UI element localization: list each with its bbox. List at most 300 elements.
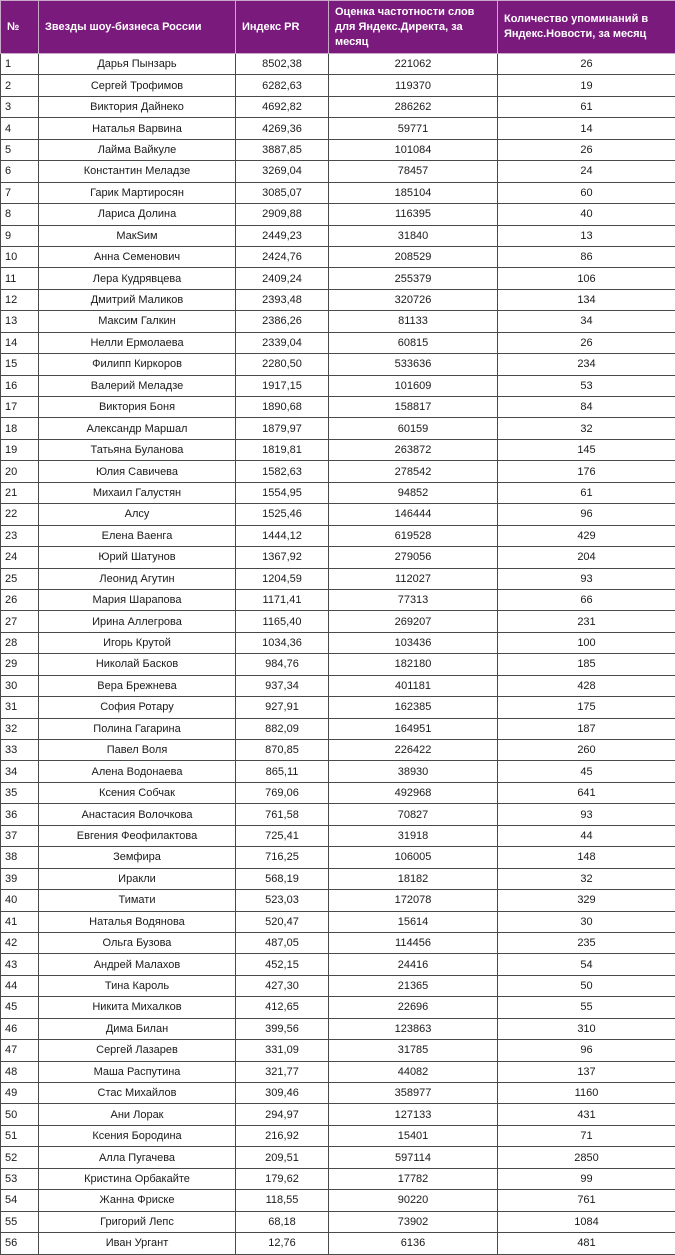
cell-celebrity-name: Дмитрий Маликов bbox=[39, 289, 236, 310]
cell-pr-index: 321,77 bbox=[236, 1061, 329, 1082]
cell-number: 7 bbox=[1, 182, 39, 203]
cell-news-mentions: 106 bbox=[498, 268, 675, 289]
cell-celebrity-name: Татьяна Буланова bbox=[39, 439, 236, 460]
cell-direct-frequency: 73902 bbox=[329, 1211, 498, 1232]
cell-number: 41 bbox=[1, 911, 39, 932]
cell-celebrity-name: Наталья Водянова bbox=[39, 911, 236, 932]
cell-pr-index: 3269,04 bbox=[236, 161, 329, 182]
cell-direct-frequency: 533636 bbox=[329, 354, 498, 375]
cell-number: 10 bbox=[1, 246, 39, 267]
cell-celebrity-name: Алсу bbox=[39, 504, 236, 525]
cell-celebrity-name: Максим Галкин bbox=[39, 311, 236, 332]
cell-pr-index: 520,47 bbox=[236, 911, 329, 932]
table-row bbox=[1, 1018, 675, 1039]
table-row bbox=[1, 75, 675, 96]
cell-pr-index: 725,41 bbox=[236, 825, 329, 846]
table-row bbox=[1, 868, 675, 889]
cell-news-mentions: 61 bbox=[498, 482, 675, 503]
cell-pr-index: 1917,15 bbox=[236, 375, 329, 396]
table-row bbox=[1, 289, 675, 310]
cell-number: 34 bbox=[1, 761, 39, 782]
cell-pr-index: 1165,40 bbox=[236, 611, 329, 632]
cell-direct-frequency: 597114 bbox=[329, 1147, 498, 1168]
cell-news-mentions: 428 bbox=[498, 675, 675, 696]
table-row bbox=[1, 547, 675, 568]
cell-news-mentions: 19 bbox=[498, 75, 675, 96]
cell-pr-index: 487,05 bbox=[236, 932, 329, 953]
table-row bbox=[1, 504, 675, 525]
table-row bbox=[1, 139, 675, 160]
cell-news-mentions: 24 bbox=[498, 161, 675, 182]
cell-number: 38 bbox=[1, 847, 39, 868]
cell-celebrity-name: Константин Меладзе bbox=[39, 161, 236, 182]
cell-pr-index: 2280,50 bbox=[236, 354, 329, 375]
cell-direct-frequency: 106005 bbox=[329, 847, 498, 868]
cell-direct-frequency: 185104 bbox=[329, 182, 498, 203]
cell-celebrity-name: Анастасия Волочкова bbox=[39, 804, 236, 825]
cell-celebrity-name: Маша Распутина bbox=[39, 1061, 236, 1082]
cell-direct-frequency: 6136 bbox=[329, 1233, 498, 1254]
cell-celebrity-name: Евгения Феофилактова bbox=[39, 825, 236, 846]
cell-news-mentions: 137 bbox=[498, 1061, 675, 1082]
cell-celebrity-name: Юрий Шатунов bbox=[39, 547, 236, 568]
cell-direct-frequency: 255379 bbox=[329, 268, 498, 289]
cell-celebrity-name: Игорь Крутой bbox=[39, 632, 236, 653]
cell-pr-index: 1879,97 bbox=[236, 418, 329, 439]
cell-pr-index: 2449,23 bbox=[236, 225, 329, 246]
cell-direct-frequency: 103436 bbox=[329, 632, 498, 653]
table-row bbox=[1, 890, 675, 911]
cell-celebrity-name: Сергей Лазарев bbox=[39, 1040, 236, 1061]
cell-news-mentions: 2850 bbox=[498, 1147, 675, 1168]
cell-news-mentions: 84 bbox=[498, 397, 675, 418]
cell-news-mentions: 45 bbox=[498, 761, 675, 782]
table-row bbox=[1, 1233, 675, 1254]
cell-celebrity-name: Дима Билан bbox=[39, 1018, 236, 1039]
cell-number: 31 bbox=[1, 697, 39, 718]
table-row bbox=[1, 761, 675, 782]
table-row bbox=[1, 718, 675, 739]
table-row bbox=[1, 54, 675, 75]
cell-number: 21 bbox=[1, 482, 39, 503]
cell-direct-frequency: 286262 bbox=[329, 96, 498, 117]
cell-news-mentions: 86 bbox=[498, 246, 675, 267]
cell-news-mentions: 641 bbox=[498, 782, 675, 803]
cell-pr-index: 412,65 bbox=[236, 997, 329, 1018]
cell-direct-frequency: 77313 bbox=[329, 589, 498, 610]
cell-news-mentions: 55 bbox=[498, 997, 675, 1018]
cell-pr-index: 1171,41 bbox=[236, 589, 329, 610]
cell-number: 56 bbox=[1, 1233, 39, 1254]
cell-direct-frequency: 127133 bbox=[329, 1104, 498, 1125]
table-row bbox=[1, 204, 675, 225]
cell-number: 42 bbox=[1, 932, 39, 953]
cell-celebrity-name: Никита Михалков bbox=[39, 997, 236, 1018]
cell-number: 53 bbox=[1, 1168, 39, 1189]
table-row bbox=[1, 161, 675, 182]
cell-direct-frequency: 123863 bbox=[329, 1018, 498, 1039]
cell-news-mentions: 71 bbox=[498, 1125, 675, 1146]
cell-pr-index: 1554,95 bbox=[236, 482, 329, 503]
cell-direct-frequency: 492968 bbox=[329, 782, 498, 803]
cell-celebrity-name: Тимати bbox=[39, 890, 236, 911]
cell-celebrity-name: Валерий Меладзе bbox=[39, 375, 236, 396]
cell-direct-frequency: 22696 bbox=[329, 997, 498, 1018]
cell-celebrity-name: Вера Брежнева bbox=[39, 675, 236, 696]
cell-number: 30 bbox=[1, 675, 39, 696]
table-row bbox=[1, 118, 675, 139]
cell-direct-frequency: 90220 bbox=[329, 1190, 498, 1211]
table-row bbox=[1, 1211, 675, 1232]
cell-direct-frequency: 278542 bbox=[329, 461, 498, 482]
cell-number: 22 bbox=[1, 504, 39, 525]
cell-celebrity-name: Григорий Лепс bbox=[39, 1211, 236, 1232]
cell-celebrity-name: Сергей Трофимов bbox=[39, 75, 236, 96]
header-celebrity-name: Звезды шоу-бизнеса России bbox=[39, 1, 236, 54]
cell-celebrity-name: Иракли bbox=[39, 868, 236, 889]
cell-direct-frequency: 619528 bbox=[329, 525, 498, 546]
cell-pr-index: 427,30 bbox=[236, 975, 329, 996]
cell-pr-index: 2424,76 bbox=[236, 246, 329, 267]
cell-number: 46 bbox=[1, 1018, 39, 1039]
cell-celebrity-name: Гарик Мартиросян bbox=[39, 182, 236, 203]
table-row bbox=[1, 997, 675, 1018]
cell-celebrity-name: Земфира bbox=[39, 847, 236, 868]
cell-direct-frequency: 182180 bbox=[329, 654, 498, 675]
cell-news-mentions: 26 bbox=[498, 54, 675, 75]
cell-celebrity-name: Филипп Киркоров bbox=[39, 354, 236, 375]
cell-pr-index: 2393,48 bbox=[236, 289, 329, 310]
cell-news-mentions: 34 bbox=[498, 311, 675, 332]
cell-news-mentions: 148 bbox=[498, 847, 675, 868]
cell-pr-index: 2339,04 bbox=[236, 332, 329, 353]
cell-pr-index: 4269,36 bbox=[236, 118, 329, 139]
cell-number: 3 bbox=[1, 96, 39, 117]
cell-pr-index: 12,76 bbox=[236, 1233, 329, 1254]
cell-direct-frequency: 146444 bbox=[329, 504, 498, 525]
cell-direct-frequency: 81133 bbox=[329, 311, 498, 332]
cell-direct-frequency: 208529 bbox=[329, 246, 498, 267]
cell-pr-index: 399,56 bbox=[236, 1018, 329, 1039]
cell-pr-index: 937,34 bbox=[236, 675, 329, 696]
cell-direct-frequency: 112027 bbox=[329, 568, 498, 589]
cell-number: 16 bbox=[1, 375, 39, 396]
cell-celebrity-name: Тина Кароль bbox=[39, 975, 236, 996]
cell-number: 12 bbox=[1, 289, 39, 310]
cell-number: 5 bbox=[1, 139, 39, 160]
cell-direct-frequency: 31840 bbox=[329, 225, 498, 246]
cell-number: 39 bbox=[1, 868, 39, 889]
cell-news-mentions: 44 bbox=[498, 825, 675, 846]
cell-news-mentions: 66 bbox=[498, 589, 675, 610]
cell-pr-index: 523,03 bbox=[236, 890, 329, 911]
cell-direct-frequency: 116395 bbox=[329, 204, 498, 225]
cell-direct-frequency: 78457 bbox=[329, 161, 498, 182]
cell-direct-frequency: 401181 bbox=[329, 675, 498, 696]
cell-celebrity-name: Кристина Орбакайте bbox=[39, 1168, 236, 1189]
cell-direct-frequency: 269207 bbox=[329, 611, 498, 632]
cell-direct-frequency: 31785 bbox=[329, 1040, 498, 1061]
cell-number: 29 bbox=[1, 654, 39, 675]
cell-celebrity-name: Елена Ваенга bbox=[39, 525, 236, 546]
table-header bbox=[1, 1, 675, 54]
table-row bbox=[1, 482, 675, 503]
cell-celebrity-name: МакSим bbox=[39, 225, 236, 246]
header-yandex-news-mentions: Количество упоминаний в Яндекс.Новости, за месяц bbox=[498, 1, 675, 54]
cell-pr-index: 716,25 bbox=[236, 847, 329, 868]
table-row bbox=[1, 268, 675, 289]
cell-pr-index: 984,76 bbox=[236, 654, 329, 675]
table-row bbox=[1, 96, 675, 117]
cell-pr-index: 568,19 bbox=[236, 868, 329, 889]
table-row bbox=[1, 225, 675, 246]
cell-pr-index: 2909,88 bbox=[236, 204, 329, 225]
cell-news-mentions: 32 bbox=[498, 868, 675, 889]
table-row bbox=[1, 246, 675, 267]
cell-pr-index: 216,92 bbox=[236, 1125, 329, 1146]
cell-direct-frequency: 226422 bbox=[329, 740, 498, 761]
cell-number: 17 bbox=[1, 397, 39, 418]
cell-celebrity-name: Алена Водонаева bbox=[39, 761, 236, 782]
table-row bbox=[1, 375, 675, 396]
table-row bbox=[1, 911, 675, 932]
table-row bbox=[1, 632, 675, 653]
cell-celebrity-name: Ксения Собчак bbox=[39, 782, 236, 803]
cell-news-mentions: 260 bbox=[498, 740, 675, 761]
table-row bbox=[1, 1040, 675, 1061]
table-row bbox=[1, 1147, 675, 1168]
cell-pr-index: 331,09 bbox=[236, 1040, 329, 1061]
cell-direct-frequency: 21365 bbox=[329, 975, 498, 996]
cell-number: 51 bbox=[1, 1125, 39, 1146]
table-row bbox=[1, 461, 675, 482]
cell-number: 26 bbox=[1, 589, 39, 610]
cell-celebrity-name: Лариса Долина bbox=[39, 204, 236, 225]
cell-pr-index: 309,46 bbox=[236, 1083, 329, 1104]
cell-direct-frequency: 44082 bbox=[329, 1061, 498, 1082]
cell-direct-frequency: 172078 bbox=[329, 890, 498, 911]
cell-number: 2 bbox=[1, 75, 39, 96]
cell-number: 27 bbox=[1, 611, 39, 632]
cell-pr-index: 927,91 bbox=[236, 697, 329, 718]
cell-celebrity-name: Алла Пугачева bbox=[39, 1147, 236, 1168]
cell-direct-frequency: 158817 bbox=[329, 397, 498, 418]
cell-number: 49 bbox=[1, 1083, 39, 1104]
cell-direct-frequency: 162385 bbox=[329, 697, 498, 718]
cell-number: 50 bbox=[1, 1104, 39, 1125]
cell-news-mentions: 235 bbox=[498, 932, 675, 953]
table-row bbox=[1, 697, 675, 718]
cell-pr-index: 2409,24 bbox=[236, 268, 329, 289]
cell-pr-index: 882,09 bbox=[236, 718, 329, 739]
cell-celebrity-name: Александр Маршал bbox=[39, 418, 236, 439]
cell-number: 23 bbox=[1, 525, 39, 546]
cell-celebrity-name: Андрей Малахов bbox=[39, 954, 236, 975]
cell-news-mentions: 134 bbox=[498, 289, 675, 310]
cell-number: 4 bbox=[1, 118, 39, 139]
cell-direct-frequency: 119370 bbox=[329, 75, 498, 96]
cell-number: 19 bbox=[1, 439, 39, 460]
cell-direct-frequency: 114456 bbox=[329, 932, 498, 953]
table-row bbox=[1, 954, 675, 975]
cell-news-mentions: 61 bbox=[498, 96, 675, 117]
table-row bbox=[1, 311, 675, 332]
cell-pr-index: 1204,59 bbox=[236, 568, 329, 589]
cell-celebrity-name: Стас Михайлов bbox=[39, 1083, 236, 1104]
table-row bbox=[1, 354, 675, 375]
cell-number: 44 bbox=[1, 975, 39, 996]
cell-number: 35 bbox=[1, 782, 39, 803]
table-row bbox=[1, 439, 675, 460]
table-row bbox=[1, 675, 675, 696]
cell-news-mentions: 53 bbox=[498, 375, 675, 396]
cell-direct-frequency: 31918 bbox=[329, 825, 498, 846]
cell-news-mentions: 14 bbox=[498, 118, 675, 139]
cell-number: 55 bbox=[1, 1211, 39, 1232]
table-row bbox=[1, 589, 675, 610]
cell-pr-index: 1034,36 bbox=[236, 632, 329, 653]
cell-pr-index: 1582,63 bbox=[236, 461, 329, 482]
cell-direct-frequency: 279056 bbox=[329, 547, 498, 568]
cell-celebrity-name: София Ротару bbox=[39, 697, 236, 718]
cell-direct-frequency: 38930 bbox=[329, 761, 498, 782]
cell-news-mentions: 26 bbox=[498, 139, 675, 160]
cell-number: 1 bbox=[1, 54, 39, 75]
table-row bbox=[1, 804, 675, 825]
cell-news-mentions: 761 bbox=[498, 1190, 675, 1211]
cell-pr-index: 865,11 bbox=[236, 761, 329, 782]
cell-news-mentions: 93 bbox=[498, 804, 675, 825]
cell-celebrity-name: Ани Лорак bbox=[39, 1104, 236, 1125]
cell-direct-frequency: 17782 bbox=[329, 1168, 498, 1189]
table-row bbox=[1, 332, 675, 353]
cell-pr-index: 769,06 bbox=[236, 782, 329, 803]
cell-number: 33 bbox=[1, 740, 39, 761]
cell-news-mentions: 187 bbox=[498, 718, 675, 739]
cell-pr-index: 4692,82 bbox=[236, 96, 329, 117]
cell-news-mentions: 40 bbox=[498, 204, 675, 225]
cell-news-mentions: 50 bbox=[498, 975, 675, 996]
cell-number: 8 bbox=[1, 204, 39, 225]
cell-celebrity-name: Ксения Бородина bbox=[39, 1125, 236, 1146]
table-row bbox=[1, 782, 675, 803]
cell-number: 43 bbox=[1, 954, 39, 975]
cell-pr-index: 68,18 bbox=[236, 1211, 329, 1232]
cell-number: 28 bbox=[1, 632, 39, 653]
cell-celebrity-name: Лайма Вайкуле bbox=[39, 139, 236, 160]
cell-news-mentions: 145 bbox=[498, 439, 675, 460]
cell-direct-frequency: 221062 bbox=[329, 54, 498, 75]
table-body bbox=[1, 54, 675, 1255]
table-row bbox=[1, 568, 675, 589]
cell-news-mentions: 13 bbox=[498, 225, 675, 246]
table-row bbox=[1, 1061, 675, 1082]
cell-pr-index: 1890,68 bbox=[236, 397, 329, 418]
cell-celebrity-name: Леонид Агутин bbox=[39, 568, 236, 589]
cell-number: 13 bbox=[1, 311, 39, 332]
cell-news-mentions: 204 bbox=[498, 547, 675, 568]
cell-number: 45 bbox=[1, 997, 39, 1018]
cell-number: 20 bbox=[1, 461, 39, 482]
cell-number: 9 bbox=[1, 225, 39, 246]
table-row bbox=[1, 740, 675, 761]
cell-news-mentions: 481 bbox=[498, 1233, 675, 1254]
cell-news-mentions: 431 bbox=[498, 1104, 675, 1125]
cell-number: 11 bbox=[1, 268, 39, 289]
cell-number: 14 bbox=[1, 332, 39, 353]
cell-pr-index: 1367,92 bbox=[236, 547, 329, 568]
cell-news-mentions: 54 bbox=[498, 954, 675, 975]
cell-news-mentions: 60 bbox=[498, 182, 675, 203]
table-row bbox=[1, 397, 675, 418]
cell-celebrity-name: Лера Кудрявцева bbox=[39, 268, 236, 289]
cell-celebrity-name: Ирина Аллегрова bbox=[39, 611, 236, 632]
header-pr-index: Индекс PR bbox=[236, 1, 329, 54]
cell-pr-index: 294,97 bbox=[236, 1104, 329, 1125]
header-yandex-direct-frequency: Оценка частотности слов для Яндекс.Директа, за месяц bbox=[329, 1, 498, 54]
cell-news-mentions: 185 bbox=[498, 654, 675, 675]
cell-news-mentions: 234 bbox=[498, 354, 675, 375]
cell-news-mentions: 329 bbox=[498, 890, 675, 911]
cell-news-mentions: 231 bbox=[498, 611, 675, 632]
cell-pr-index: 1525,46 bbox=[236, 504, 329, 525]
cell-number: 18 bbox=[1, 418, 39, 439]
table-row bbox=[1, 1125, 675, 1146]
cell-celebrity-name: Нелли Ермолаева bbox=[39, 332, 236, 353]
cell-pr-index: 3085,07 bbox=[236, 182, 329, 203]
cell-direct-frequency: 15614 bbox=[329, 911, 498, 932]
table-row bbox=[1, 654, 675, 675]
cell-number: 48 bbox=[1, 1061, 39, 1082]
table-row bbox=[1, 847, 675, 868]
cell-number: 32 bbox=[1, 718, 39, 739]
cell-number: 54 bbox=[1, 1190, 39, 1211]
cell-celebrity-name: Юлия Савичева bbox=[39, 461, 236, 482]
cell-news-mentions: 32 bbox=[498, 418, 675, 439]
cell-number: 6 bbox=[1, 161, 39, 182]
cell-celebrity-name: Дарья Пынзарь bbox=[39, 54, 236, 75]
table-row bbox=[1, 825, 675, 846]
cell-pr-index: 8502,38 bbox=[236, 54, 329, 75]
cell-celebrity-name: Ольга Бузова bbox=[39, 932, 236, 953]
cell-direct-frequency: 15401 bbox=[329, 1125, 498, 1146]
cell-pr-index: 2386,26 bbox=[236, 311, 329, 332]
cell-news-mentions: 100 bbox=[498, 632, 675, 653]
cell-celebrity-name: Николай Басков bbox=[39, 654, 236, 675]
table-row bbox=[1, 525, 675, 546]
cell-number: 36 bbox=[1, 804, 39, 825]
cell-news-mentions: 96 bbox=[498, 1040, 675, 1061]
cell-news-mentions: 99 bbox=[498, 1168, 675, 1189]
header-row bbox=[1, 1, 675, 54]
cell-pr-index: 761,58 bbox=[236, 804, 329, 825]
table-row bbox=[1, 932, 675, 953]
cell-direct-frequency: 164951 bbox=[329, 718, 498, 739]
cell-direct-frequency: 60815 bbox=[329, 332, 498, 353]
cell-celebrity-name: Виктория Дайнеко bbox=[39, 96, 236, 117]
table-row bbox=[1, 182, 675, 203]
cell-direct-frequency: 94852 bbox=[329, 482, 498, 503]
cell-news-mentions: 176 bbox=[498, 461, 675, 482]
cell-celebrity-name: Михаил Галустян bbox=[39, 482, 236, 503]
cell-news-mentions: 310 bbox=[498, 1018, 675, 1039]
table-row bbox=[1, 1104, 675, 1125]
table-row bbox=[1, 1168, 675, 1189]
cell-direct-frequency: 358977 bbox=[329, 1083, 498, 1104]
cell-news-mentions: 1084 bbox=[498, 1211, 675, 1232]
cell-celebrity-name: Павел Воля bbox=[39, 740, 236, 761]
cell-news-mentions: 93 bbox=[498, 568, 675, 589]
